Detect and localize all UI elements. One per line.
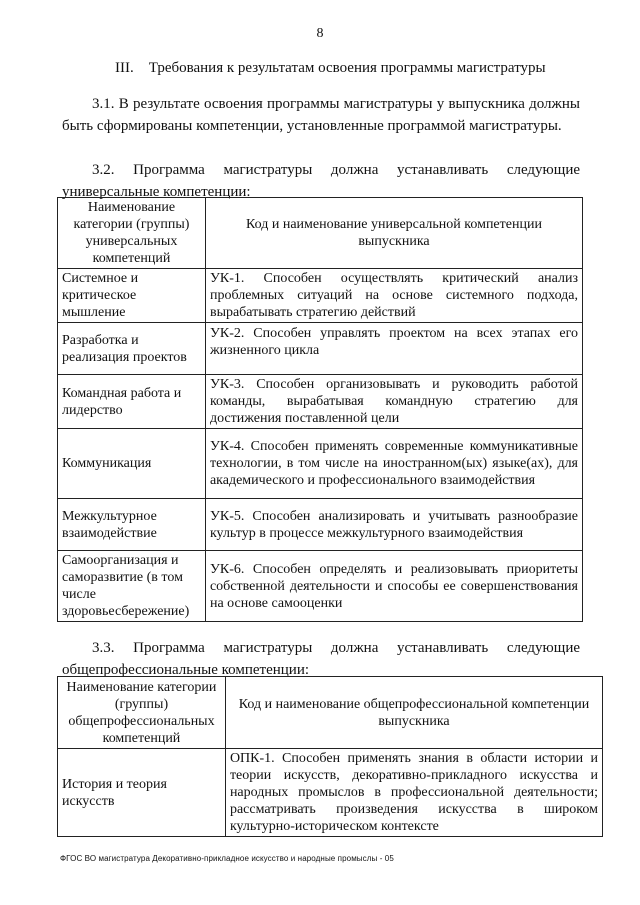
- category-cell: Разработка и реализация проектов: [58, 323, 206, 375]
- table-row: [58, 749, 603, 837]
- competence-cell: УК-2. Способен управлять проектом на всех этапах его жизненного цикла: [205, 323, 582, 375]
- header-category: Наименование категории (группы) универсальных компетенций: [58, 198, 206, 269]
- category-cell: Межкультурное взаимодействие: [58, 499, 206, 551]
- paragraph-3-2: 3.2. Программа магистратуры должна устанавливать следующие универсальные компетенции:: [62, 162, 580, 200]
- footer-text: ФГОС ВО магистратура Декоративно-прикладное искусство и народные промыслы - 05: [60, 854, 394, 863]
- competence-cell: ОПК-1. Способен применять знания в области истории и теории искусств, декоративно-прикладного искусства и народных промыслов в профессиональной деятельности; рассматривать произведения искусства в широком культурно-историческом контексте: [225, 749, 602, 837]
- header-competence: Код и наименование универсальной компетенции выпускника: [205, 198, 582, 269]
- table-row: [58, 375, 583, 429]
- category-cell: Самоорганизация и саморазвитие (в том числе здоровьесбережение): [58, 551, 206, 622]
- category-cell: Командная работа и лидерство: [58, 375, 206, 429]
- competence-cell: УК-3. Способен организовывать и руководить работой команды, вырабатывая командную стратегию для достижения поставленной цели: [205, 375, 582, 429]
- paragraph-3-1: 3.1. В результате освоения программы магистратуры у выпускника должны быть сформированы компетенции, установленные программой магистратуры.: [62, 96, 580, 134]
- header-competence: Код и наименование общепрофессиональной компетенции выпускника: [225, 677, 602, 749]
- table-row: [58, 429, 583, 499]
- competence-cell: УК-1. Способен осуществлять критический анализ проблемных ситуаций на основе системного подхода, вырабатывать стратегию действий: [205, 269, 582, 323]
- table-header-row: [58, 198, 583, 269]
- universal-competences-table: [57, 197, 583, 622]
- paragraph-3-3: 3.3. Программа магистратуры должна устанавливать следующие общепрофессиональные компетенции:: [62, 640, 580, 678]
- table-row: [58, 269, 583, 323]
- category-cell: История и теория искусств: [58, 749, 226, 837]
- table-row: [58, 323, 583, 375]
- competence-cell: УК-4. Способен применять современные коммуникативные технологии, в том числе на иностранном(ых) языке(ах), для академического и профессионального взаимодействия: [205, 429, 582, 499]
- table-row: [58, 499, 583, 551]
- page-number: 8: [316, 26, 324, 41]
- general-professional-competences-table: [57, 676, 603, 837]
- competence-cell: УК-6. Способен определять и реализовывать приоритеты собственной деятельности и способы ее совершенствования на основе самооценки: [205, 551, 582, 622]
- category-cell: Коммуникация: [58, 429, 206, 499]
- table-header-row: [58, 677, 603, 749]
- header-category: Наименование категории (группы) общепрофессиональных компетенций: [58, 677, 226, 749]
- section-heading: III. Требования к результатам освоения программы магистратуры: [115, 60, 546, 76]
- category-cell: Системное и критическое мышление: [58, 269, 206, 323]
- competence-cell: УК-5. Способен анализировать и учитывать разнообразие культур в процессе межкультурного взаимодействия: [205, 499, 582, 551]
- table-row: [58, 551, 583, 622]
